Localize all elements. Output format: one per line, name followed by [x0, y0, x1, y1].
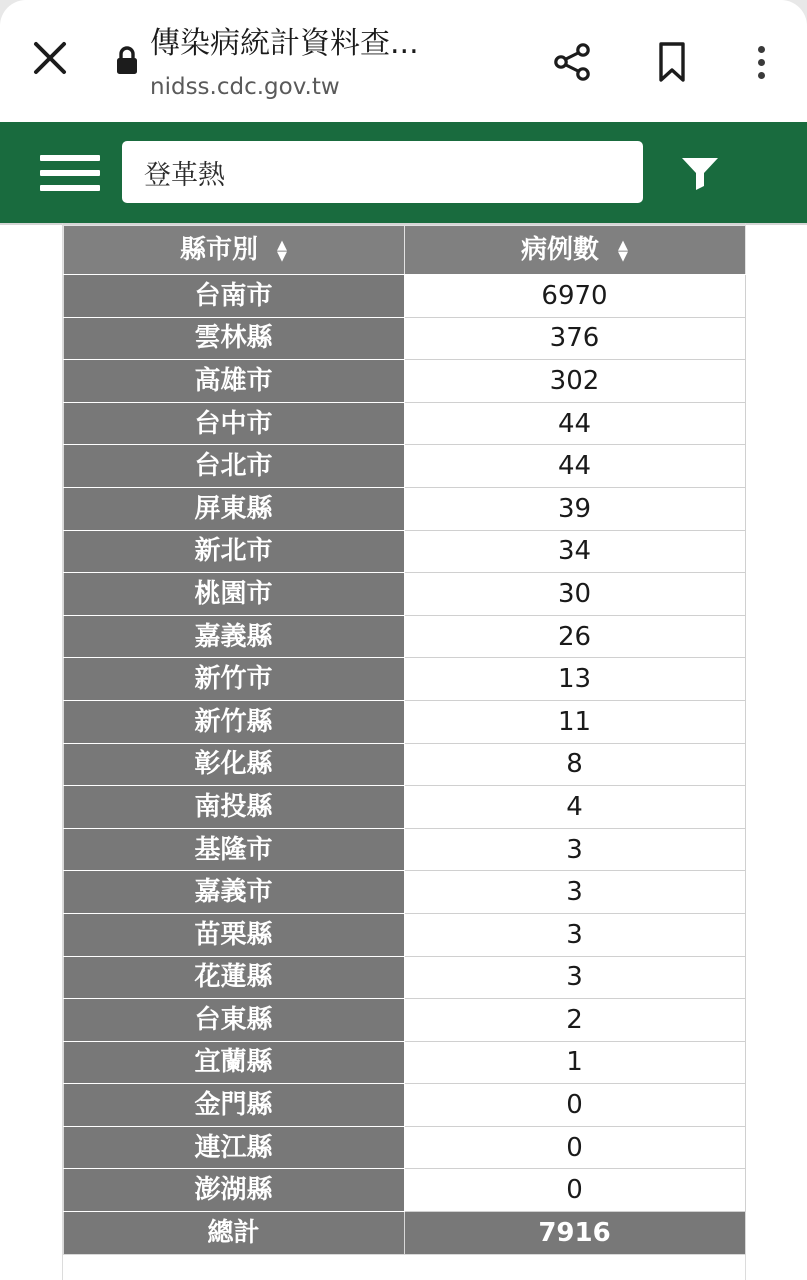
cell-county: 台南市	[63, 275, 404, 318]
cell-cases: 39	[404, 487, 745, 530]
table-total-row	[63, 1212, 745, 1255]
browser-toolbar	[0, 0, 807, 122]
cell-cases: 302	[404, 360, 745, 403]
cell-county: 南投縣	[63, 786, 404, 829]
cell-county: 基隆市	[63, 828, 404, 871]
cell-county: 高雄市	[63, 360, 404, 403]
table-row	[63, 999, 745, 1042]
table-row	[63, 445, 745, 488]
cell-cases: 8	[404, 743, 745, 786]
cell-cases: 4	[404, 786, 745, 829]
app-header	[0, 122, 807, 223]
cell-county: 金門縣	[63, 1084, 404, 1127]
table-row	[63, 700, 745, 743]
cell-county: 宜蘭縣	[63, 1041, 404, 1084]
cell-cases: 11	[404, 700, 745, 743]
table-row	[63, 956, 745, 999]
cell-cases: 2	[404, 999, 745, 1042]
cell-cases: 6970	[404, 275, 745, 318]
cell-county: 台中市	[63, 402, 404, 445]
cell-county: 澎湖縣	[63, 1169, 404, 1212]
table-row	[63, 1041, 745, 1084]
column-header-county[interactable]	[63, 226, 404, 275]
cell-cases: 0	[404, 1169, 745, 1212]
cell-cases: 3	[404, 871, 745, 914]
cell-county: 台北市	[63, 445, 404, 488]
cell-county: 嘉義市	[63, 871, 404, 914]
table-body	[63, 275, 745, 1255]
table-row	[63, 573, 745, 616]
cell-county: 新竹市	[63, 658, 404, 701]
cell-county: 彰化縣	[63, 743, 404, 786]
cell-cases: 44	[404, 402, 745, 445]
cell-county: 新北市	[63, 530, 404, 573]
table-row	[63, 871, 745, 914]
page-url: nidss.cdc.gov.tw	[150, 74, 340, 100]
column-header-cases[interactable]	[404, 226, 745, 275]
search-input-value: 登革熱	[144, 159, 225, 191]
cell-cases: 3	[404, 828, 745, 871]
table-row	[63, 1084, 745, 1127]
cell-cases: 13	[404, 658, 745, 701]
lock-icon	[110, 42, 144, 80]
bookmark-icon[interactable]	[646, 36, 698, 88]
cell-total-label: 總計	[63, 1212, 404, 1255]
page-title: 傳染病統計資料查...	[150, 26, 419, 61]
cell-cases: 44	[404, 445, 745, 488]
search-input[interactable]	[122, 141, 643, 203]
table-row	[63, 487, 745, 530]
table-row	[63, 658, 745, 701]
cell-county: 苗栗縣	[63, 913, 404, 956]
cell-county: 雲林縣	[63, 317, 404, 360]
table-row	[63, 530, 745, 573]
cell-cases: 34	[404, 530, 745, 573]
table-row	[63, 402, 745, 445]
cell-cases: 26	[404, 615, 745, 658]
sort-toggle-cases[interactable]: ▲ ▼	[618, 237, 629, 264]
sort-toggle-county[interactable]: ▲ ▼	[277, 237, 288, 264]
cell-cases: 30	[404, 573, 745, 616]
table-row	[63, 786, 745, 829]
share-icon[interactable]	[546, 36, 598, 88]
close-icon[interactable]	[26, 34, 74, 82]
table-row	[63, 828, 745, 871]
cell-total-value: 7916	[404, 1212, 745, 1255]
column-header-cases-label: 病例數	[520, 235, 599, 265]
table-row	[63, 1169, 745, 1212]
cell-county: 連江縣	[63, 1126, 404, 1169]
table-row	[63, 615, 745, 658]
hamburger-icon[interactable]	[40, 151, 100, 195]
table-row	[63, 360, 745, 403]
cell-cases: 3	[404, 913, 745, 956]
overflow-menu-icon[interactable]	[742, 34, 780, 90]
page-content	[0, 223, 807, 1280]
cell-cases: 1	[404, 1041, 745, 1084]
cell-county: 桃園市	[63, 573, 404, 616]
cell-county: 新竹縣	[63, 700, 404, 743]
table-row	[63, 743, 745, 786]
table-header	[63, 226, 745, 275]
table-row	[63, 1126, 745, 1169]
table-row	[63, 275, 745, 318]
cell-cases: 0	[404, 1084, 745, 1127]
column-header-county-label: 縣市別	[179, 235, 258, 265]
table-row	[63, 317, 745, 360]
table-row	[63, 913, 745, 956]
filter-icon[interactable]	[672, 146, 728, 198]
cell-county: 屏東縣	[63, 487, 404, 530]
stats-table-wrapper	[63, 223, 745, 1255]
cell-county: 台東縣	[63, 999, 404, 1042]
page-title-block[interactable]	[150, 24, 530, 104]
stats-table	[63, 225, 746, 1255]
table-header-row	[63, 226, 745, 275]
cell-cases: 376	[404, 317, 745, 360]
cell-county: 花蓮縣	[63, 956, 404, 999]
cell-county: 嘉義縣	[63, 615, 404, 658]
cell-cases: 3	[404, 956, 745, 999]
cell-cases: 0	[404, 1126, 745, 1169]
